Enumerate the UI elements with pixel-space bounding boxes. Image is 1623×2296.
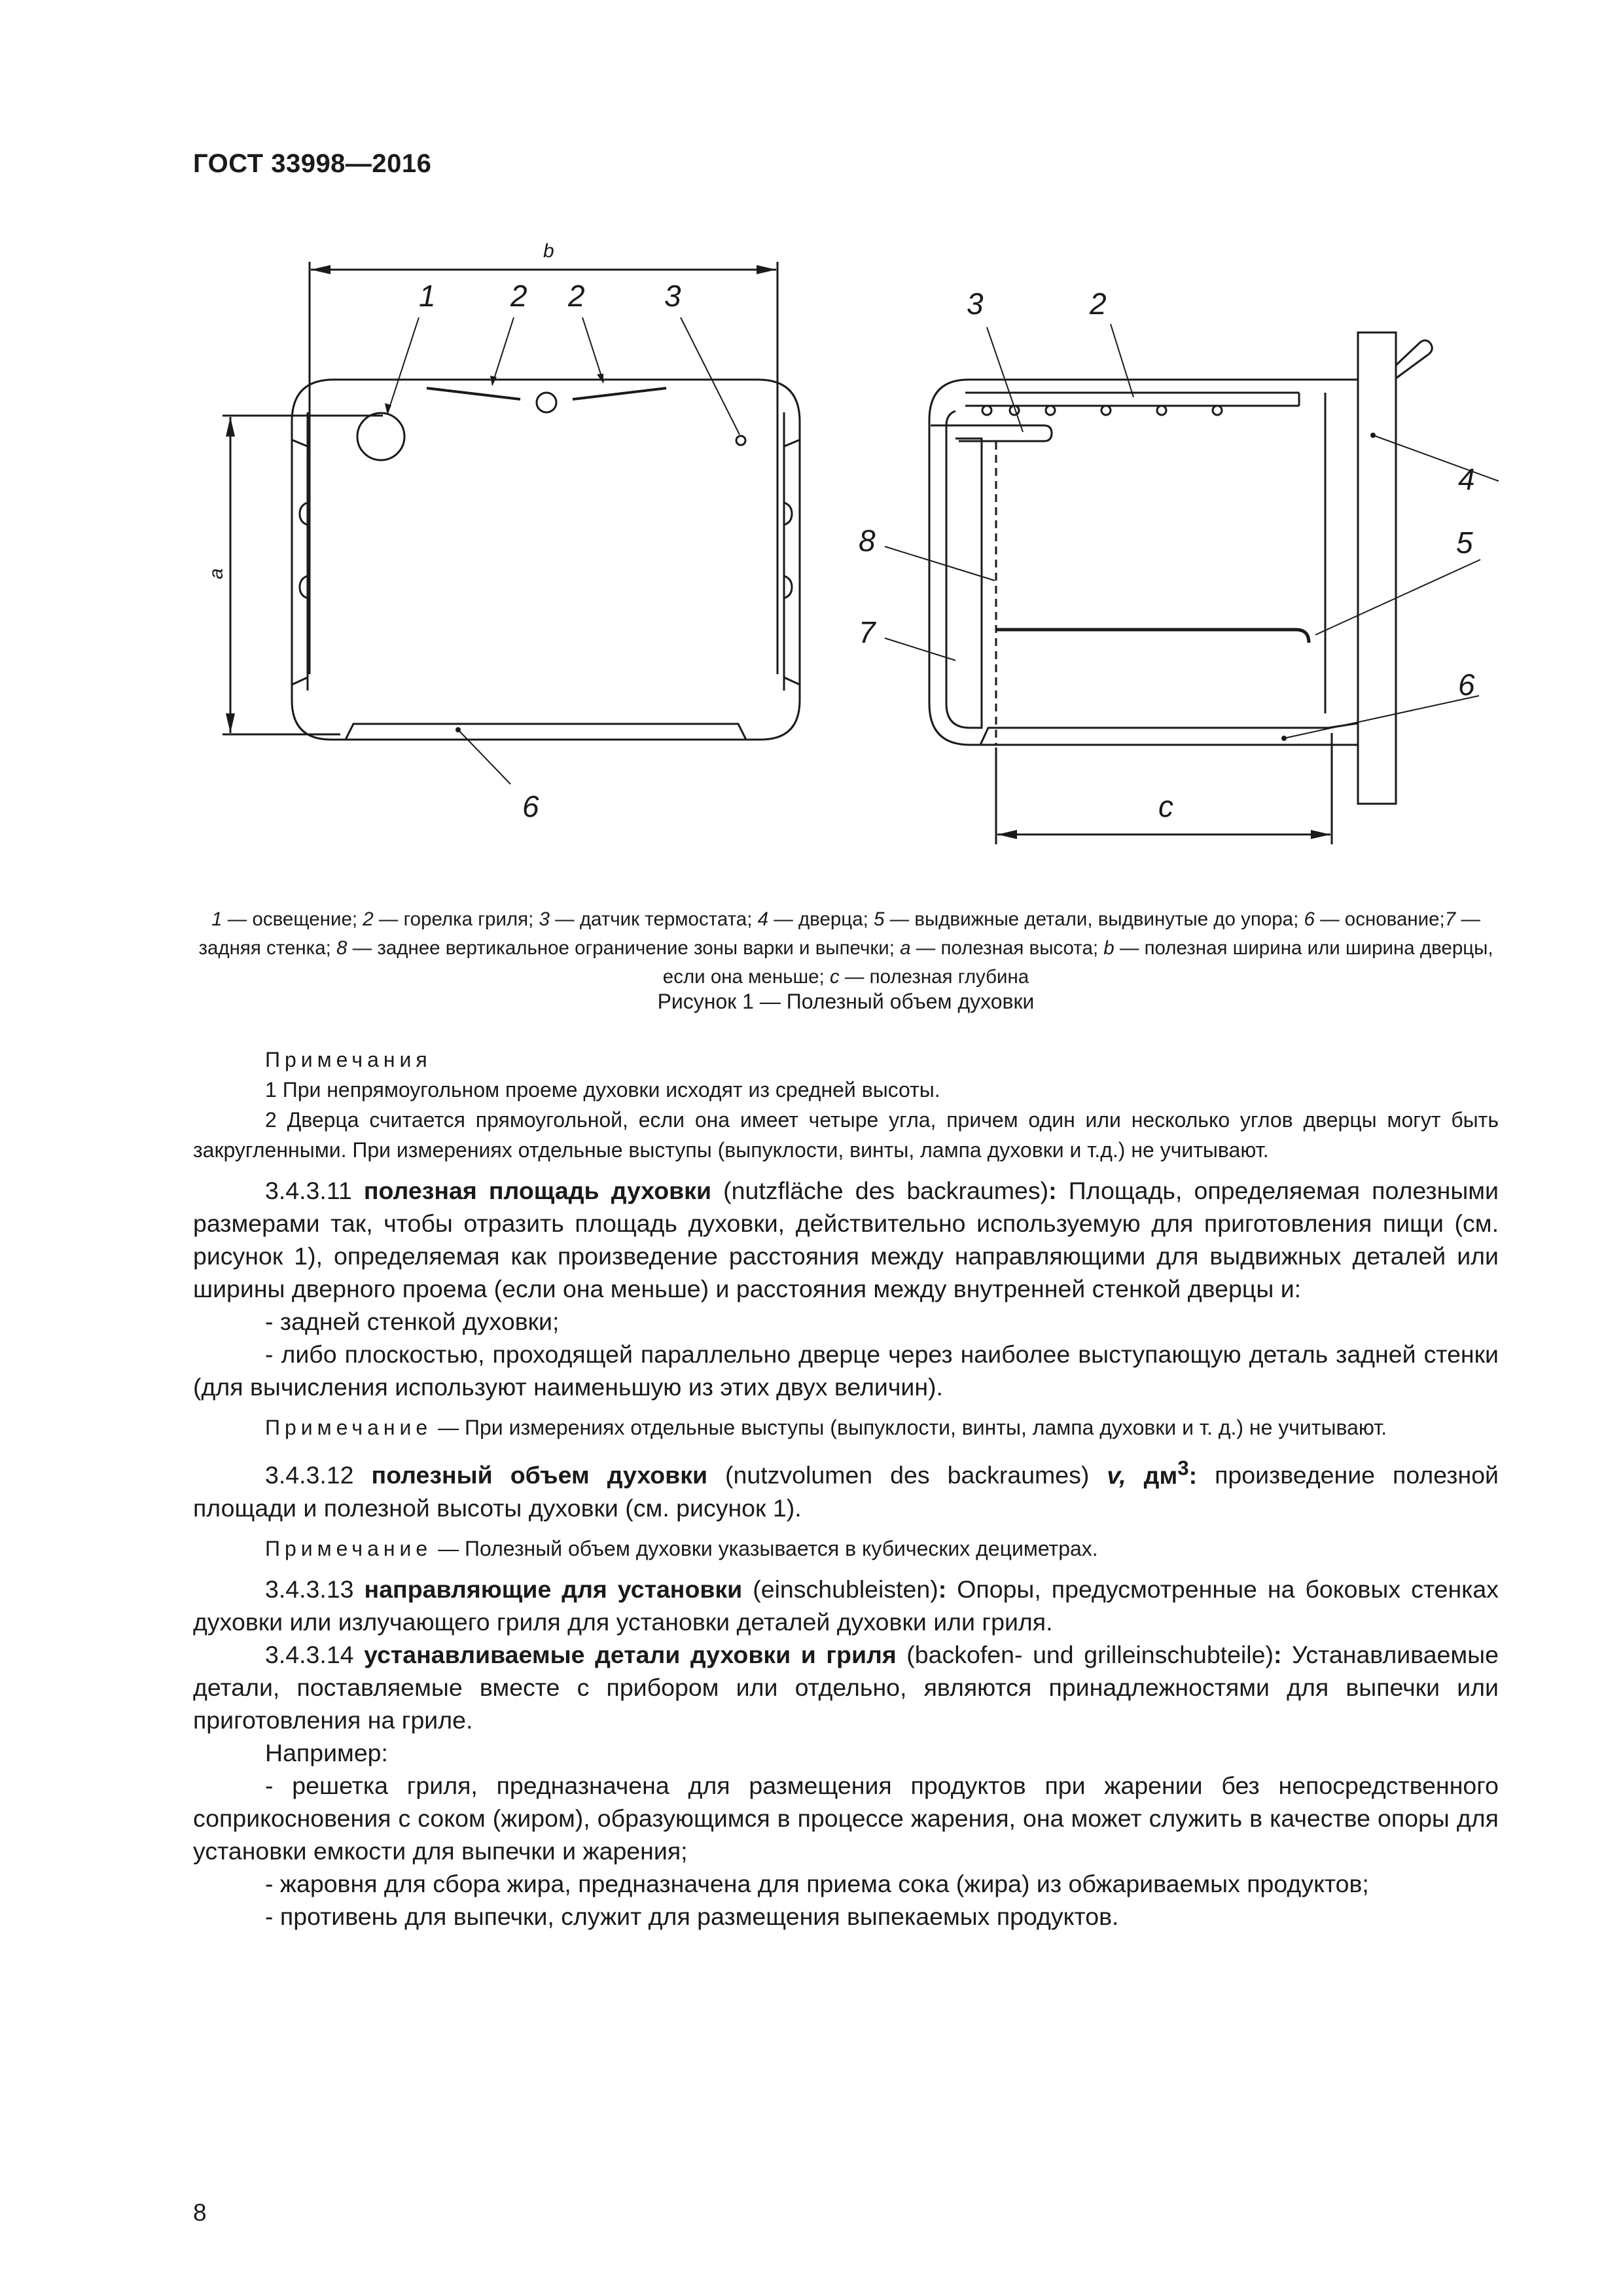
- term: полезный объем духовки: [371, 1461, 708, 1489]
- callout-6-left: 6: [522, 789, 539, 823]
- term: устанавливаемые детали духовки и гриля: [364, 1640, 897, 1668]
- label-b: b: [543, 240, 554, 262]
- callout-2b: 2: [568, 279, 585, 313]
- callout-3-left: 3: [664, 279, 681, 313]
- document-header: ГОСТ 33998—2016: [193, 149, 432, 178]
- term: направляющие для установки: [364, 1575, 743, 1603]
- front-view: [223, 262, 800, 784]
- clause-3-4-3-11-item-1: - задней стенкой духовки;: [265, 1308, 560, 1335]
- clause-3-4-3-11-note: Примечание — При измерениях отдельные выступы (выпуклости, винты, лампа духовки и т. д.) не учитывают.: [265, 1416, 1387, 1439]
- example-item-2: - жаровня для сбора жира, предназначена для приема сока (жира) из обжариваемых продуктов;: [265, 1869, 1369, 1897]
- grill-burner-right: [573, 388, 666, 399]
- clause-3-4-3-12-note: Примечание — Полезный объем духовки указывается в кубических дециметрах.: [265, 1536, 1098, 1560]
- callout-2-right: 2: [1090, 287, 1107, 321]
- clause-3-4-3-11-item-2: - либо плоскостью, проходящей параллельно дверце через наиболее выступающую деталь задней стенки (для вычисления используют наименьшую из этих двух величин).: [193, 1340, 1499, 1401]
- thermostat-sensor-side: [931, 425, 1052, 441]
- clause-3-4-3-14: 3.4.3.14 устанавливаемые детали духовки и гриля (backofen- und grilleinschubteile): Устанавливаемые детали, поставляемые вместе с прибором или отдельно, являются принадлежностями для выпечки или приготовления на гриле.: [193, 1640, 1499, 1734]
- clause-3-4-3-12: 3.4.3.12 полезный объем духовки (nutzvolumen des backraumes) v, $дм^3$: произведение полезной площади и полезной высоты духовки (см. рисунок 1).: [193, 1456, 1499, 1522]
- grill-burner-holes: [982, 406, 1222, 415]
- figure-1: [0, 216, 1623, 884]
- extended-shelf: [996, 630, 1309, 643]
- oven-outline: [292, 380, 800, 740]
- clause-3-4-3-13: 3.4.3.13 направляющие для установки (einschubleisten): Опоры, предусмотренные на боковых стенках духовки или излучающего гриля для установки деталей духовки или гриля.: [193, 1575, 1499, 1636]
- callout-6-right: 6: [1458, 668, 1475, 702]
- term: полезная площадь духовки: [363, 1177, 711, 1204]
- callout-7: 7: [859, 615, 876, 649]
- notes-title: Примечания: [265, 1048, 432, 1071]
- callout-8: 8: [859, 524, 876, 558]
- light-symbol: [357, 413, 404, 460]
- clause-3-4-3-11: 3.4.3.11 полезная площадь духовки (nutzfläche des backraumes): Площадь, определяемая полезными размерами так, чтобы отразить площадь духовки, действительно используемую для приготовления пищи (см. рисунок 1), определяемая как произведение расстояния между направляющими для выдвижных деталей или ширины дверного проема (если она меньше) и расстояния между внутренней стенкой дверцы и:: [193, 1177, 1499, 1302]
- example-item-1: - решетка гриля, предназначена для размещения продуктов при жарении без непосредственного соприкосновения с соком (жиром), образующимся в процессе жарения, она может служить в качестве опоры для установки емкости для выпечки и жарения;: [193, 1771, 1499, 1865]
- thermostat-sensor-symbol: [736, 436, 745, 445]
- grill-burner-left: [427, 388, 520, 399]
- door: [1358, 332, 1396, 804]
- figure-key: 1 — освещение; 2 — горелка гриля; 3 — датчик термостата; 4 — дверца; 5 — выдвижные детали, выдвинутые до упора; 6 — основание;7 — задняя стенка; 8 — заднее вертикальное ограничение зоны варки и выпечки; a — полезная высота; b — полезная ширина или ширина дверцы, если она меньше; c — полезная глубина: [198, 908, 1493, 988]
- document-body: [193, 1045, 1499, 1933]
- page-number: 8: [193, 2199, 207, 2226]
- callout-4: 4: [1458, 462, 1475, 496]
- oven-diagram: [0, 216, 1623, 884]
- example-intro: Например:: [265, 1738, 388, 1767]
- callout-2a: 2: [510, 279, 527, 313]
- example-item-3: - противень для выпечки, служит для размещения выпекаемых продуктов.: [265, 1902, 1119, 1930]
- label-c: c: [1158, 789, 1173, 823]
- callout-5: 5: [1456, 526, 1473, 560]
- label-a: a: [205, 568, 227, 579]
- side-view: [885, 324, 1499, 844]
- note-2: 2 Дверца считается прямоугольной, если она имеет четыре угла, причем один или несколько углов дверцы могут быть закругленными. При измерениях отдельные выступы (выпуклости, винты, лампа духовки и т.д.) не учитывают.: [193, 1108, 1499, 1162]
- figure-caption: Рисунок 1 — Полезный объем духовки: [657, 990, 1035, 1013]
- note-1: 1 При непрямоугольном проеме духовки исходят из средней высоты.: [265, 1078, 940, 1102]
- callout-1: 1: [419, 279, 436, 313]
- callout-3-right: 3: [967, 287, 984, 321]
